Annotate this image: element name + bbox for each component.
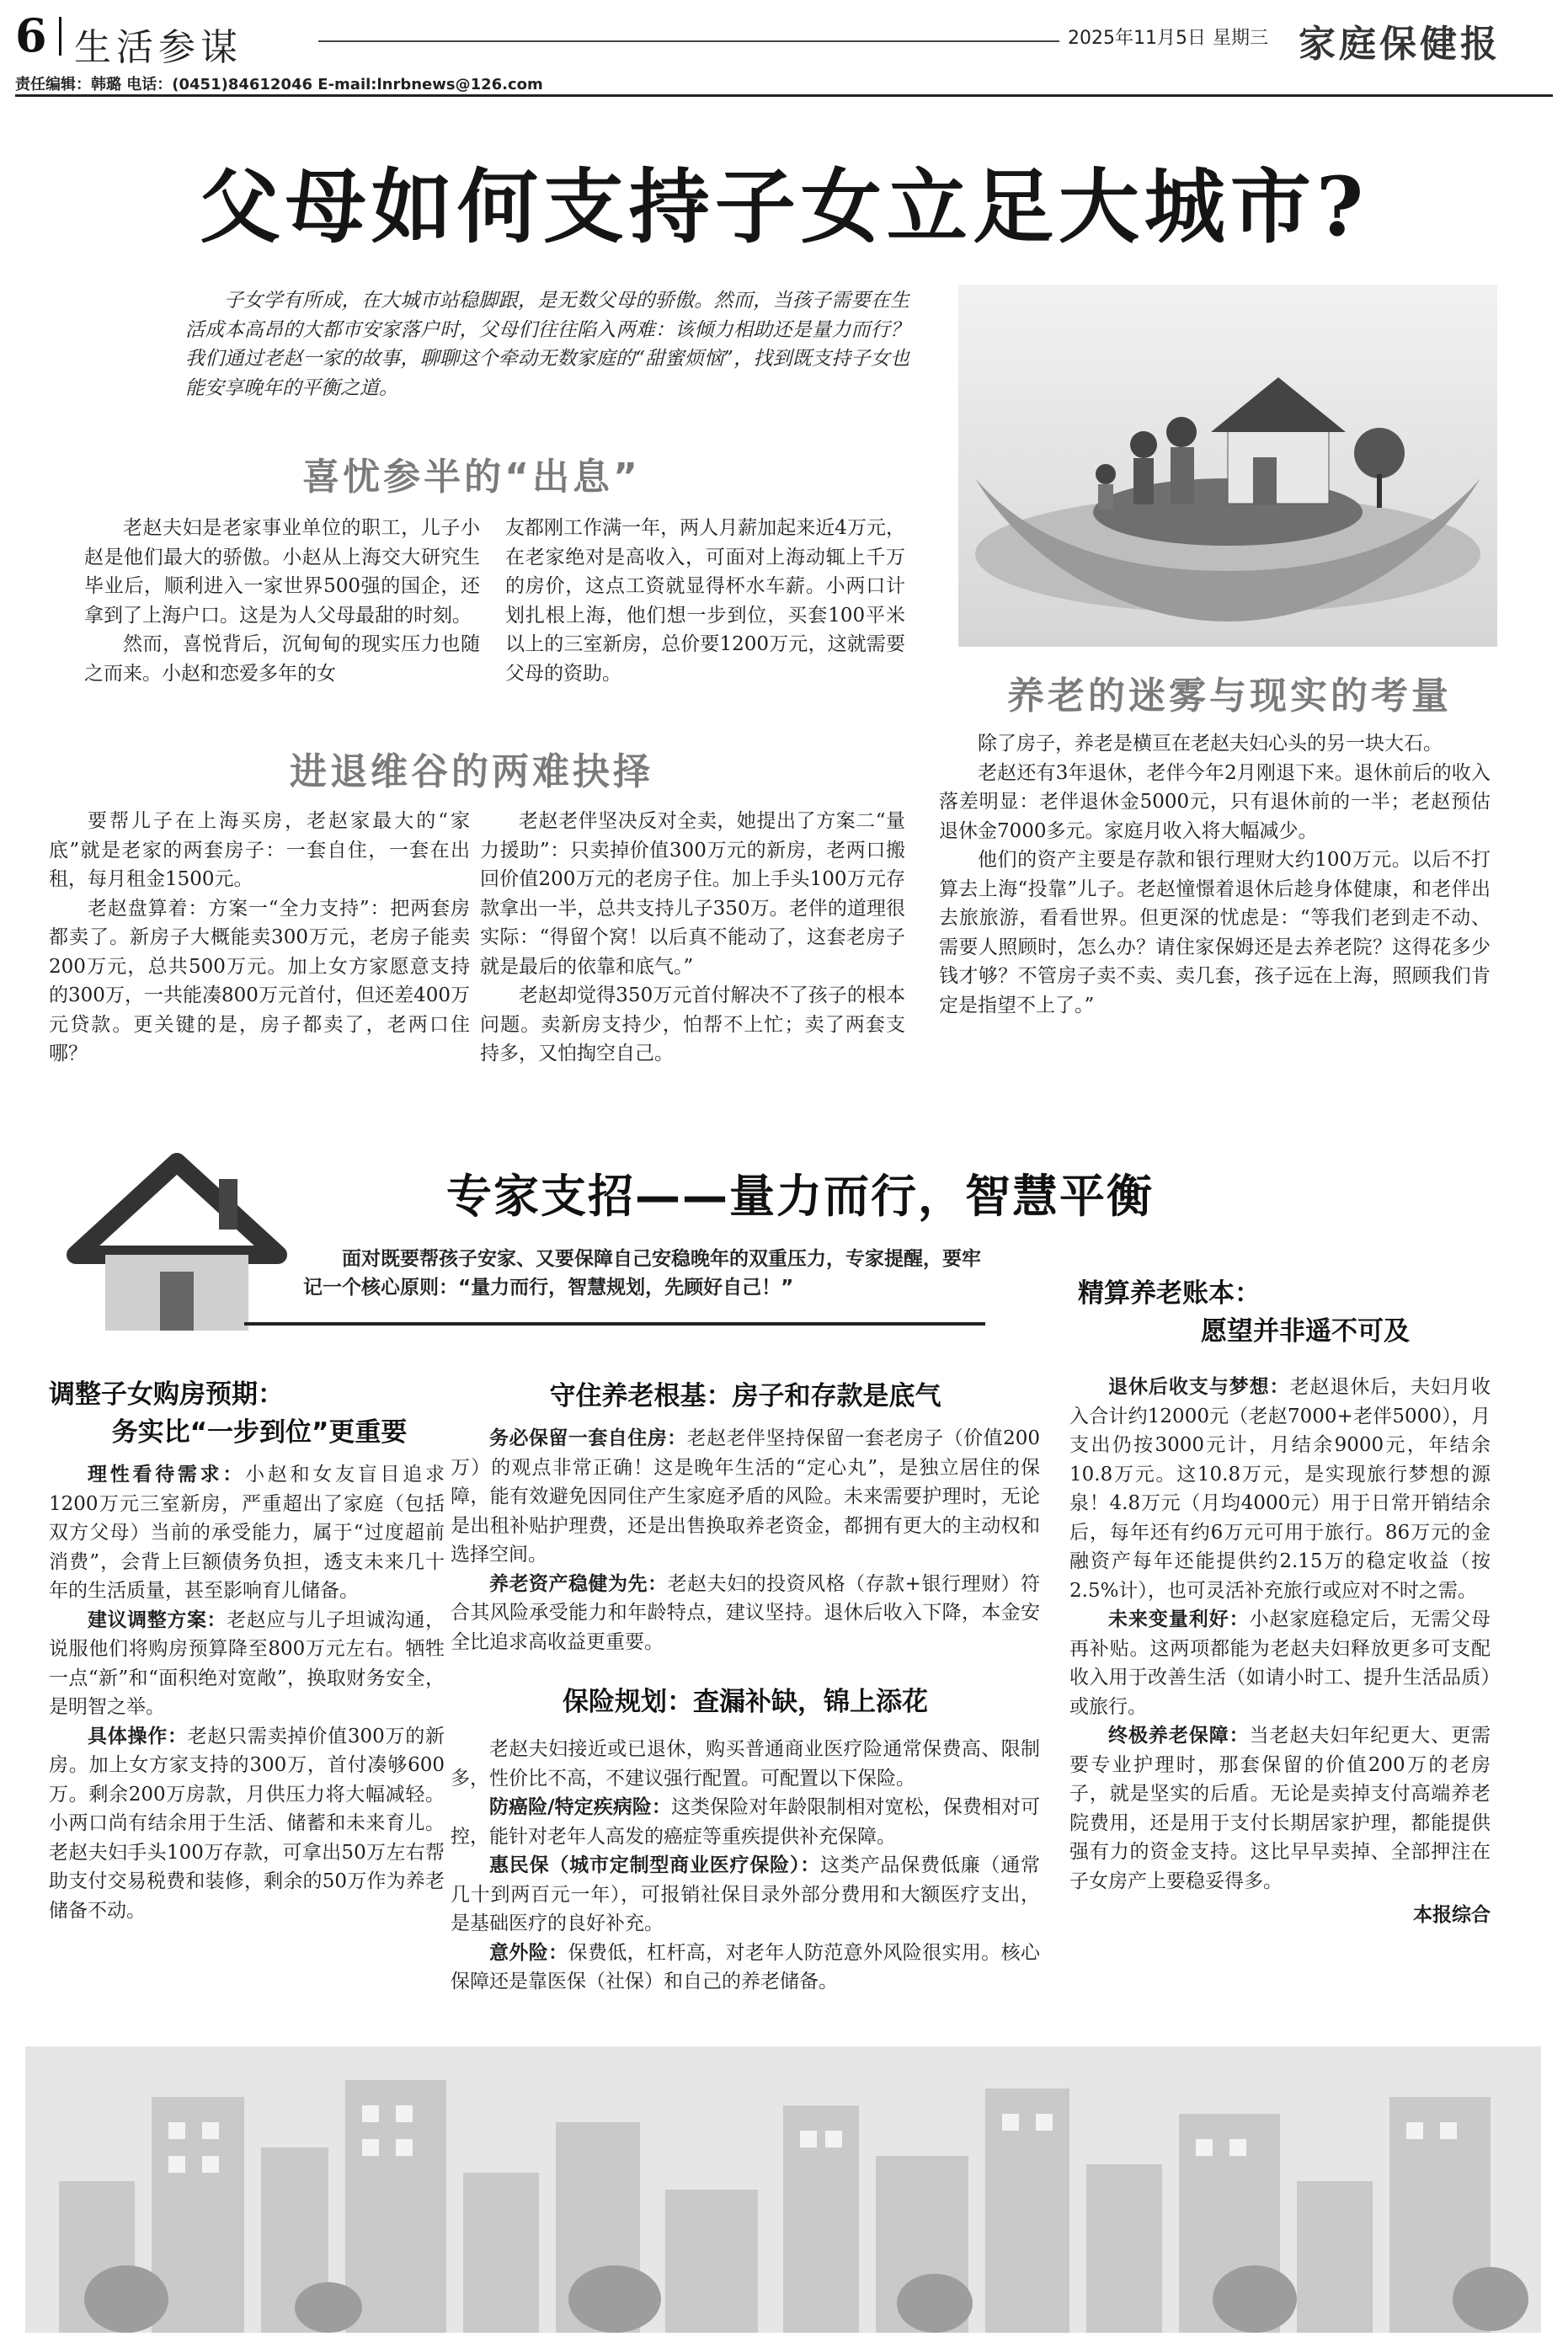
mid-title-2: 保险规划：查漏补缺，锦上添花 xyxy=(563,1687,928,1717)
paragraph: 防癌险/特定疾病险：这类保险对年龄限制相对宽松，保费相对可控，能针对老年人高发的癌症等重疾提供补充保障。 xyxy=(451,1796,1041,1848)
paragraph: 未来变量利好：小赵家庭稳定后，无需父母再补贴。这两项都能为老赵夫妇释放更多可支配收入用于改善生活（如请小时工、提升生活品质）或旅行。 xyxy=(1069,1608,1491,1718)
paragraph: 养老资产稳健为先：老赵夫妇的投资风格（存款+银行理财）符合其风险承受能力和年龄特点，建议坚持。退休后收入下降，本金安全比追求高收益更重要。 xyxy=(451,1572,1040,1653)
section3-body xyxy=(939,729,1491,1020)
paragraph: 具体操作：老赵只需卖掉价值300万的新房。加上女方家支持的300万，首付凑够600万。剩余200万房款，月供压力将大幅减轻。小两口尚有结余用于生活、储蓄和未来育儿。老赵夫妇手头100万存款，可拿出50万左右帮助支付交易税费和装修，剩余的50万作为养老储备不动。 xyxy=(49,1725,445,1922)
paragraph: 退休后收支与梦想：老赵退休后，夫妇月收入合计约12000元（老赵7000+老伴5000），月支出仍按3000元计，月结余9000元，年结余10.8万元。这10.8万元，是实现旅行梦想的源泉！4.8万元（月均4000元）用于日常开销结余后，每年还有约6万元可用于旅行。86万元的金融资产每年还能提供约2.15万的稳定收益（按2.5%计），也可灵活补充旅行或应对不时之需。 xyxy=(1069,1376,1491,1602)
byline: 本报综合 xyxy=(1413,1904,1491,1926)
section2-title: 进退维谷的两难抉择 xyxy=(290,750,653,793)
paragraph: 除了房子，养老是横亘在老赵夫妇心头的另一块大石。 xyxy=(978,733,1443,755)
page-number: 6 xyxy=(15,8,47,62)
expert-title: 专家支招——量力而行，智慧平衡 xyxy=(446,1170,1154,1223)
paragraph: 建议调整方案：老赵应与儿子坦诚沟通，说服他们将购房预算降至800万元左右。牺牲一点“新”和“面积绝对宽敞”，换取财务安全，是明智之举。 xyxy=(49,1608,445,1718)
section1-title: 喜忧参半的“出息” xyxy=(302,456,641,499)
mid-title-1: 守住养老根基：房子和存款是底气 xyxy=(549,1381,941,1411)
issue-weekday: 星期三 xyxy=(1213,28,1269,49)
paragraph: 老赵盘算着：方案一“全力支持”：把两套房都卖了。新房子大概能卖300万元，老房子能卖200万元，总共500万元。加上女方家愿意支持的300万，一共能凑800万元首付，但还差400万元贷款。更关键的是，房子都卖了，老两口住哪？ xyxy=(49,897,470,1064)
section1-col2 xyxy=(505,514,905,688)
paper-name: 家庭保健报 xyxy=(1299,23,1501,66)
section2-col2 xyxy=(480,807,905,1069)
intro-text: 子女学有所成，在大城市站稳脚跟，是无数父母的骄傲。然而，当孩子需要在生活成本高昂的大都市安家落户时，父母们往往陷入两难：该倾力相助还是量力而行？我们通过老赵一家的故事，聊聊这个牵动无数家庭的“甜蜜烦恼”，找到既支持子女也能安享晚年的平衡之道。 xyxy=(185,290,909,399)
right-title-2: 愿望并非遥不可及 xyxy=(1201,1316,1410,1347)
issue-date: 2025年11月5日 xyxy=(1068,28,1206,49)
left-title-1: 调整子女购房预期： xyxy=(49,1379,284,1410)
right-column xyxy=(1069,1272,1491,1927)
hands-house-illustration xyxy=(958,285,1497,647)
expert-lead: 面对既要帮孩子安家、又要保障自己安稳晚年的双重压力，专家提醒，要牢记一个核心原则：“量力而行，智慧规划，先顾好自己！” xyxy=(303,1248,981,1299)
paragraph: 要帮儿子在上海买房，老赵家最大的“家底”就是老家的两套房子：一套自住，一套在出租，每月租金1500元。 xyxy=(49,810,470,890)
paragraph: 老赵还有3年退休，老伴今年2月刚退下来。退休前后的收入落差明显：老伴退休金5000元，只有退休前的一半；老赵预估退休金7000多元。家庭月收入将大幅减少。 xyxy=(939,761,1491,842)
paragraph: 终极养老保障：当老赵夫妇年纪更大、更需要专业护理时，那套保留的价值200万的老房子，就是坚实的后盾。无论是卖掉支付高端养老院费用，还是用于支付长期居家护理，都能提供强有力的资金支持。这比早早卖掉、全部押注在子女房产上要稳妥得多。 xyxy=(1069,1725,1491,1892)
section1-col1 xyxy=(84,514,480,688)
page-header xyxy=(15,8,1553,93)
mid-column xyxy=(451,1374,1040,1997)
section-name: 生活参谋 xyxy=(74,26,243,69)
paragraph: 老赵却觉得350万元首付解决不了孩子的根本问题。卖新房支持少，怕帮不上忙；卖了两套支持多，又怕掏空自己。 xyxy=(480,984,905,1064)
city-skyline-illustration xyxy=(25,2046,1541,2333)
paragraph: 务必保留一套自住房：老赵老伴坚持保留一套老房子（价值200万）的观点非常正确！这是晚年生活的“定心丸”，是独立居住的保障，能有效避免因同住产生家庭矛盾的风险。未来需要护理时，无论是出租补贴护理费，还是出售换取养老资金，都拥有更大的主动权和选择空间。 xyxy=(451,1427,1040,1566)
paragraph: 理性看待需求：小赵和女友盲目追求1200万元三室新房，严重超出了家庭（包括双方父母）当前的承受能力，属于“过度超前消费”，会背上巨额债务负担，透支未来几十年的生活质量，甚至影响育儿储备。 xyxy=(49,1464,445,1602)
paragraph: 友都刚工作满一年，两人月薪加起来近4万元，在老家绝对是高收入，可面对上海动辄上千万的房价，这点工资就显得杯水车薪。小两口计划扎根上海，他们想一步到位，买套100平米以上的三室新房，总价要1200万元，这就需要父母的资助。 xyxy=(505,517,905,685)
paragraph: 然而，喜悦背后，沉甸甸的现实压力也随之而来。小赵和恋爱多年的女 xyxy=(84,633,480,685)
left-title-2: 务实比“一步到位”更重要 xyxy=(111,1417,408,1448)
main-headline: 父母如何支持子女立足大城市? xyxy=(199,159,1369,254)
paragraph: 老赵夫妇接近或已退休，购买普通商业医疗险通常保费高、限制多，性价比不高，不建议强行配置。可配置以下保险。 xyxy=(451,1738,1040,1790)
paragraph: 老赵夫妇是老家事业单位的职工，儿子小赵是他们最大的骄傲。小赵从上海交大研究生毕业后，顺利进入一家世界500强的国企，还拿到了上海户口。这是为人父母最甜的时刻。 xyxy=(84,517,480,627)
paragraph: 他们的资产主要是存款和银行理财大约100万元。以后不打算去上海“投靠”儿子。老赵憧憬着退休后趁身体健康，和老伴出去旅旅游，看看世界。但更深的忧虑是：“等我们老到走不动、需要人照顾时，怎么办？请住家保姆还是去养老院？这得花多少钱才够？不管房子卖不卖、卖几套，孩子远在上海，照顾我们肯定是指望不上了。” xyxy=(939,849,1491,1016)
editor-line: 责任编辑：韩璐 电话：(0451)84612046 E-mail:lnrbnews@126.com xyxy=(15,76,543,93)
hands-house-icon xyxy=(958,285,1497,647)
section2-col1 xyxy=(49,807,470,1069)
paragraph: 老赵老伴坚决反对全卖，她提出了方案二“量力援助”：只卖掉价值300万元的新房，老两口搬回价值200万元的老房子住。加上手头100万元存款拿出一半，总共支持儿子350万。老伴的道理很实际：“得留个窝！以后真不能动了，这套老房子就是最后的依靠和底气。” xyxy=(480,810,905,978)
paragraph: 惠民保（城市定制型商业医疗保险）：这类产品保费低廉（通常几十到两百元一年），可报销社保目录外部分费用和大额医疗支出，是基础医疗的良好补充。 xyxy=(451,1854,1041,1934)
right-title-1: 精算养老账本： xyxy=(1078,1278,1261,1309)
section3-title: 养老的迷雾与现实的考量 xyxy=(1007,675,1452,718)
paragraph: 意外险：保费低，杠杆高，对老年人防范意外风险很实用。核心保障还是靠医保（社保）和自己的养老储备。 xyxy=(451,1941,1041,1993)
city-skyline-icon xyxy=(25,2046,1541,2333)
left-column xyxy=(49,1373,445,1925)
